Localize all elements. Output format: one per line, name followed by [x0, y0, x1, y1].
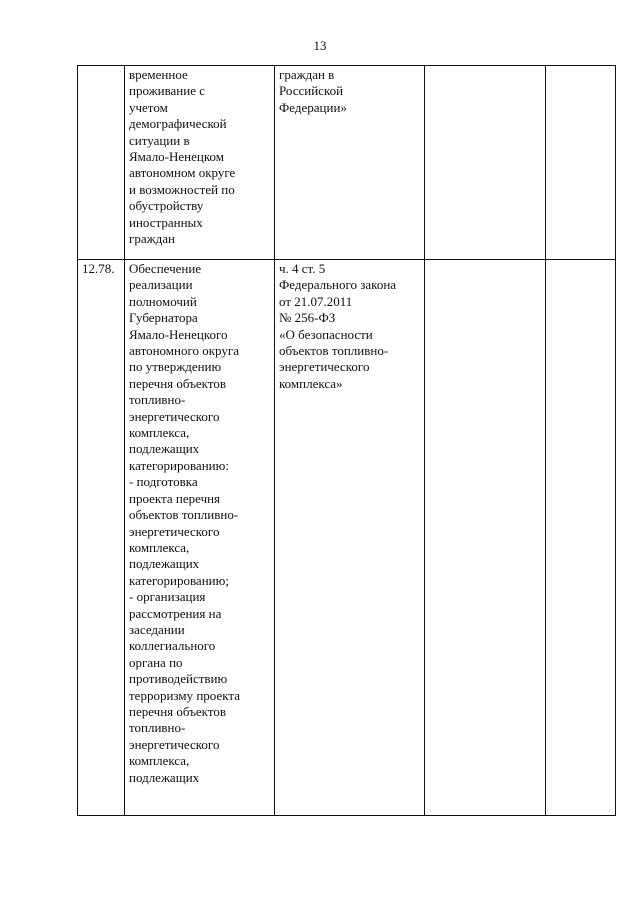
- document-table: [77, 65, 616, 816]
- table-row: [78, 260, 616, 816]
- page-number: 13: [313, 38, 327, 53]
- legal-basis-cell: ч. 4 ст. 5 Федерального закона от 21.07.2011 № 256-ФЗ «О безопасности объектов топливно- энергетического комплекса»: [275, 260, 425, 816]
- empty-cell: [546, 260, 616, 816]
- legal-basis-cell: граждан в Российской Федерации»: [275, 66, 425, 260]
- table-row: [78, 66, 616, 260]
- description-cell: временное проживание с учетом демографической ситуации в Ямало-Ненецком автономном округе и возможностей по обустройству иностранных граждан: [125, 66, 275, 260]
- empty-cell: [546, 66, 616, 260]
- row-number-cell: 12.78.: [78, 260, 125, 816]
- row-number-cell: [78, 66, 125, 260]
- empty-cell: [425, 260, 546, 816]
- empty-cell: [425, 66, 546, 260]
- description-cell: Обеспечение реализации полномочий Губернатора Ямало-Ненецкого автономного округа по утверждению перечня объектов топливно- энергетического комплекса, подлежащих категорированию: - подготовка проекта перечня объектов топливно- энергетического комплекса, подлежащих категорированию; - организация рассмотрения на заседании коллегиального органа по противодействию терроризму проекта перечня объектов топливно- энергетического комплекса, подлежащих: [125, 260, 275, 816]
